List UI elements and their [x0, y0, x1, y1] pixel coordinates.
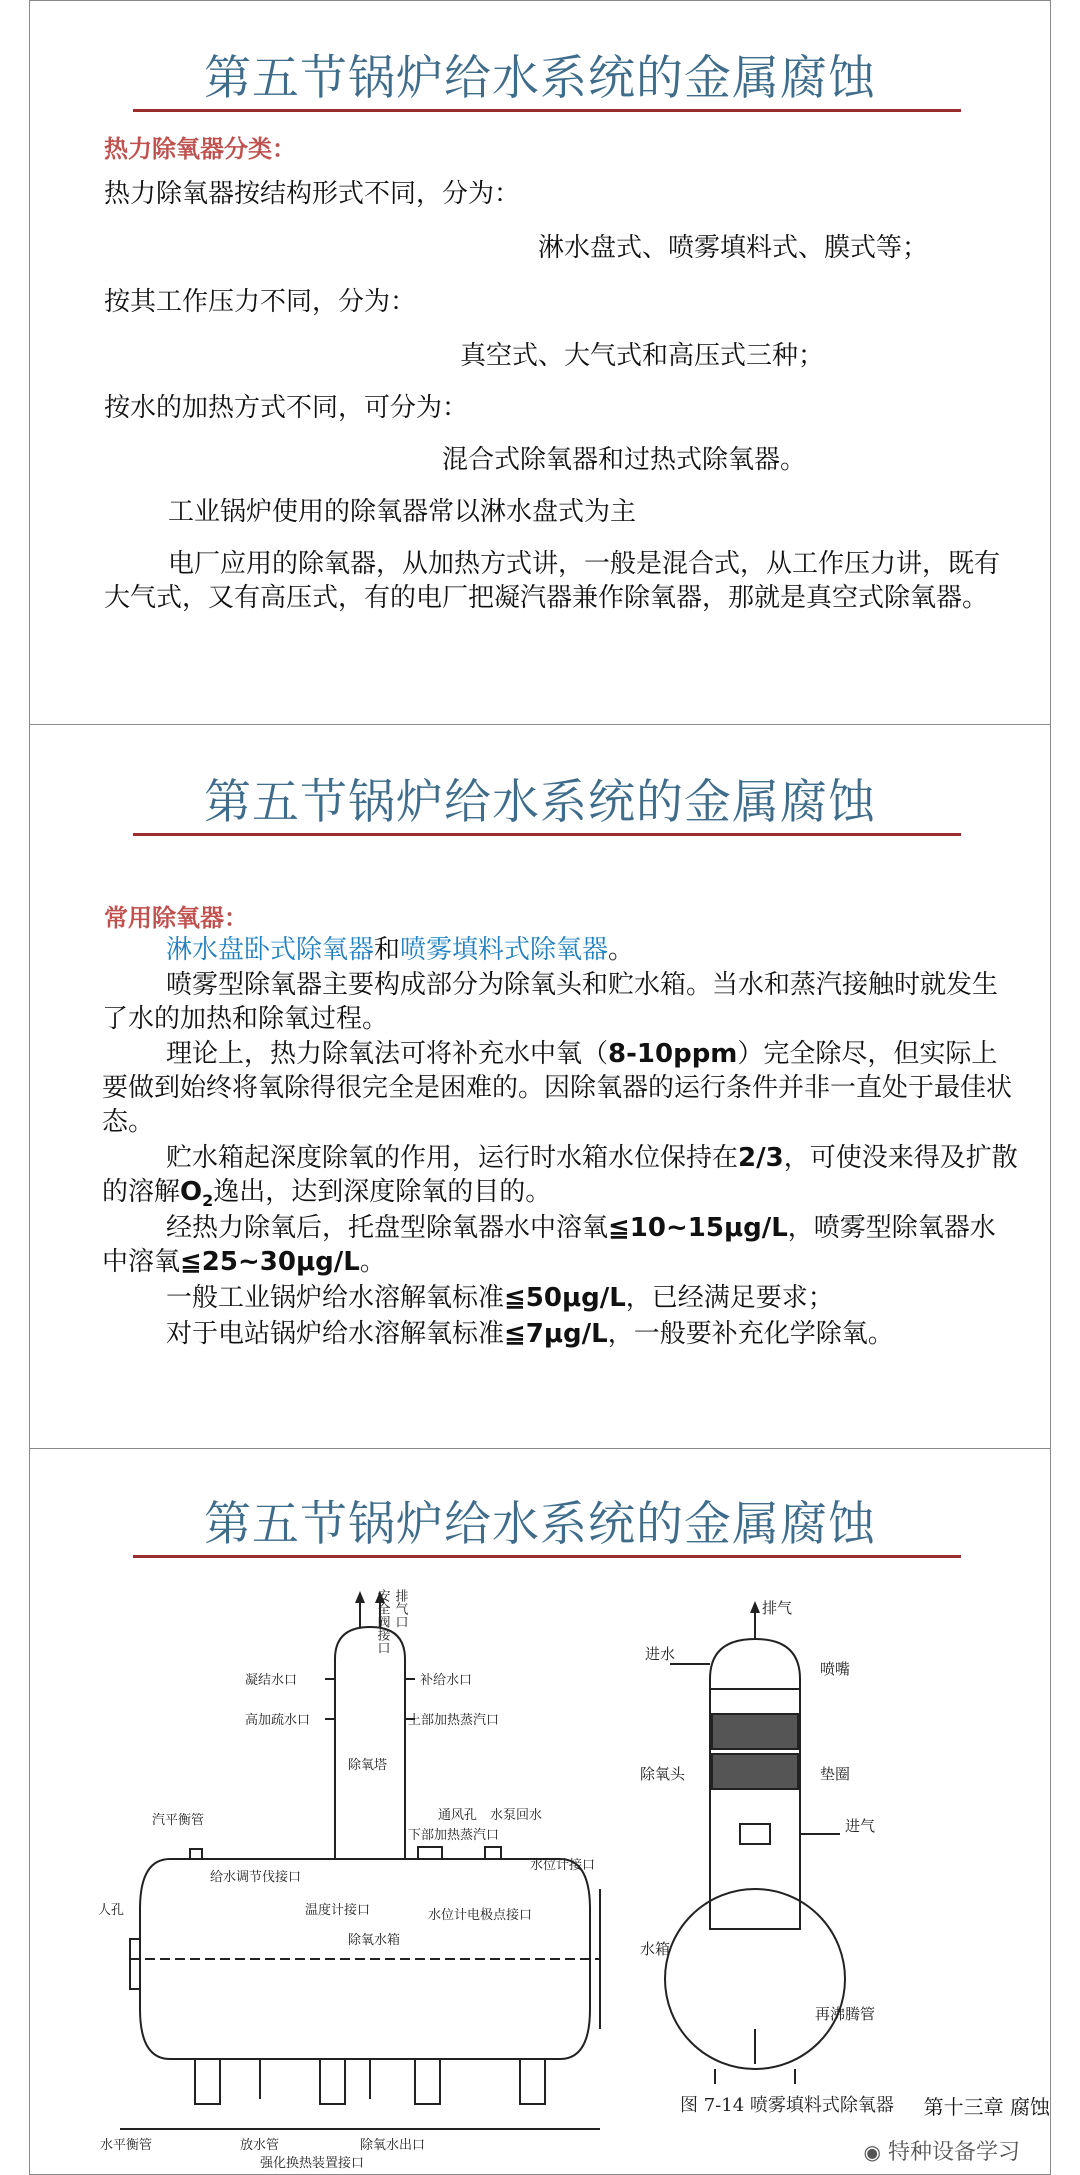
spray-label-nozzle: 喷嘴 [820, 1660, 851, 1678]
watermark: ◉ 特种设备学习 [863, 2140, 1020, 2165]
paragraph: 一般工业锅炉给水溶解氧标准≦50μg/L，已经满足要求； [166, 1283, 834, 1313]
deaerator-types: 淋水盘卧式除氧器和喷雾填料式除氧器。 [166, 935, 635, 965]
paragraph: 理论上，热力除氧法可将补充水中氧（8-10ppm）完全除尽，但实际上要做到始终将氧除得很完全是困难的。因除氧器的运行条件并非一直处于最佳状态。 [102, 1039, 1013, 1137]
text-line: 真空式、大气式和高压式三种； [460, 341, 825, 371]
label-condensate: 凝结水口 [245, 1673, 298, 1688]
text-line: 按水的加热方式不同，可分为： [104, 393, 469, 423]
label-level-gauge: 水位计接口 [530, 1858, 596, 1873]
label-electrode: 水位计电极点接口 [428, 1908, 533, 1923]
tray-deaerator-diagram [90, 1569, 630, 2169]
spray-label-steam-in: 进气 [845, 1817, 876, 1835]
label-hp-drain: 高加疏水口 [245, 1713, 311, 1728]
label-regulator: 给水调节伐接口 [210, 1870, 302, 1885]
label-tank: 除氧水箱 [348, 1933, 401, 1948]
label-steam-balance: 汽平衡管 [152, 1813, 205, 1828]
label-drain: 放水管 [240, 2138, 280, 2153]
slide-title: 第五节锅炉给水系统的金属腐蚀 [204, 775, 876, 830]
chapter-footer: 第十三章 腐蚀 [923, 2095, 1050, 2119]
label-boost: 强化换热装置接口 [260, 2156, 365, 2169]
text-line: 混合式除氧器和过热式除氧器。 [442, 445, 807, 475]
type-tray: 淋水盘卧式除氧器 [166, 935, 375, 965]
text-line: 工业锅炉使用的除氧器常以淋水盘式为主 [168, 497, 637, 527]
label-manhole: 人孔 [98, 1903, 125, 1918]
label-outlet: 除氧水出口 [360, 2138, 426, 2153]
label-safety: 安全阀接口 [374, 1589, 390, 1654]
figure-caption: 图 7-14 喷雾填料式除氧器 [680, 2095, 894, 2116]
spray-label-packing: 垫圈 [820, 1765, 851, 1783]
spray-label-head: 除氧头 [640, 1765, 686, 1783]
type-spray: 喷雾填料式除氧器 [400, 935, 609, 965]
paragraph: 电厂应用的除氧器，从加热方式讲，一般是混合式，从工作压力讲，既有大气式，又有高压式，有的电厂把凝汽器兼作除氧器，那就是真空式除氧器。 [104, 549, 1001, 613]
spray-deaerator-diagram [640, 1599, 980, 2089]
spray-label-water-in: 进水 [645, 1645, 676, 1663]
section-heading: 热力除氧器分类： [104, 135, 296, 163]
spray-label-reboil: 再沸腾管 [815, 2005, 876, 2023]
label-tower: 除氧塔 [348, 1758, 388, 1773]
slide-3 [29, 1448, 1051, 2175]
slide-title: 第五节锅炉给水系统的金属腐蚀 [204, 1497, 876, 1552]
label-pump-return: 水泵回水 [490, 1808, 543, 1823]
text-line: 淋水盘式、喷雾填料式、膜式等； [538, 233, 929, 263]
label-exhaust: 排气口 [392, 1589, 408, 1628]
paragraph: 贮水箱起深度除氧的作用，运行时水箱水位保持在2/3，可使没来得及扩散的溶解$O_2$逸出，达到深度除氧的目的。 [102, 1143, 1018, 1211]
title-rule [133, 1555, 961, 1558]
label-vent: 通风孔 [438, 1808, 478, 1823]
slide-1 [29, 0, 1051, 725]
slide-title: 第五节锅炉给水系统的金属腐蚀 [204, 51, 876, 106]
wechat-icon: ◉ [863, 2140, 881, 2164]
title-rule [133, 833, 961, 836]
slide-2 [29, 724, 1051, 1449]
label-lower-steam: 下部加热蒸汽口 [408, 1828, 500, 1843]
spray-label-exhaust: 排气 [762, 1599, 793, 1617]
text-line: 按其工作压力不同，分为： [104, 287, 417, 317]
spray-label-tank: 水箱 [640, 1940, 671, 1958]
paragraph: 对于电站锅炉给水溶解氧标准≦7μg/L，一般要补充化学除氧。 [166, 1319, 894, 1349]
paragraph: 喷雾型除氧器主要构成部分为除氧头和贮水箱。当水和蒸汽接触时就发生了水的加热和除氧过程。 [102, 970, 999, 1034]
section-heading: 常用除氧器： [104, 904, 248, 932]
label-thermometer: 温度计接口 [305, 1903, 371, 1918]
paragraph: 经热力除氧后，托盘型除氧器水中溶氧≦10~15μg/L，喷雾型除氧器水中溶氧≦25~30μg/L。 [102, 1213, 996, 1277]
label-makeup: 补给水口 [420, 1673, 473, 1688]
title-rule [133, 109, 961, 112]
label-water-balance: 水平衡管 [100, 2138, 153, 2153]
label-upper-steam: 上部加热蒸汽口 [408, 1713, 500, 1728]
text-line: 热力除氧器按结构形式不同，分为： [104, 179, 521, 209]
